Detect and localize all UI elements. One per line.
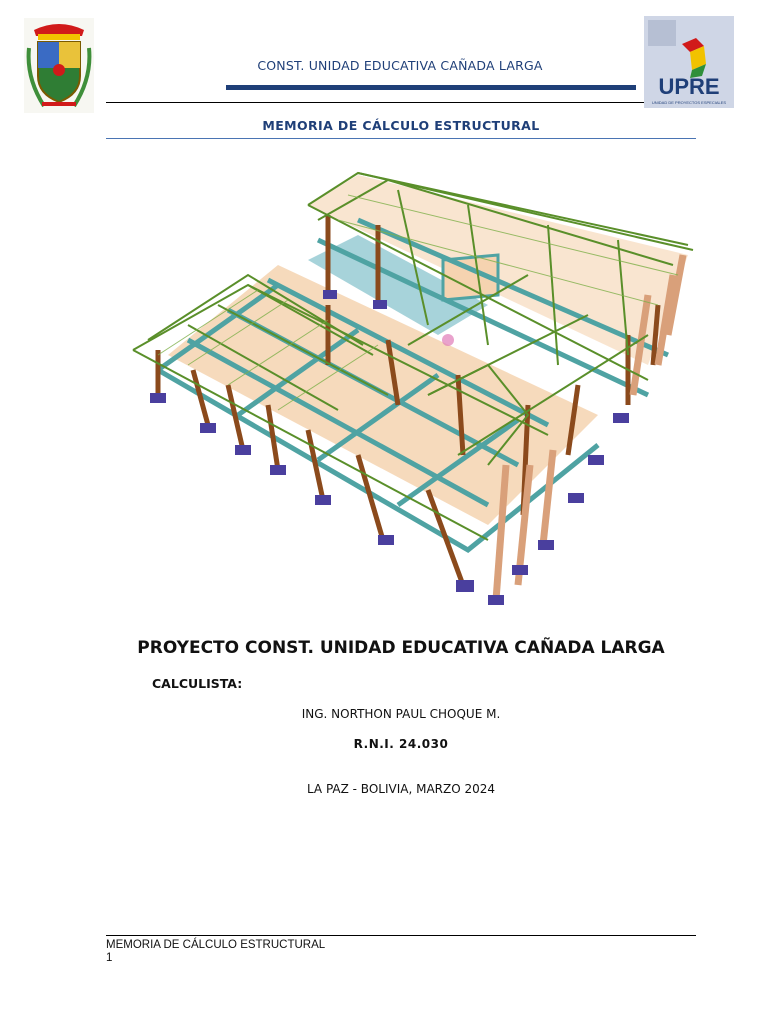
rni-number: R.N.I. 24.030 <box>353 737 449 751</box>
upre-logo-text: UPRE <box>658 74 720 99</box>
place-date: LA PAZ - BOLIVIA, MARZO 2024 <box>306 782 496 796</box>
3d-structural-model-figure <box>128 165 698 615</box>
header-accent-rule <box>226 85 636 90</box>
upre-logo-subtext: UNIDAD DE PROYECTOS ESPECIALES <box>651 100 727 105</box>
footer-rule <box>106 935 696 936</box>
header-title: CONST. UNIDAD EDUCATIVA CAÑADA LARGA <box>257 58 543 73</box>
document-subtitle: MEMORIA DE CÁLCULO ESTRUCTURAL <box>262 118 540 133</box>
subtitle-rule <box>106 138 696 139</box>
project-title: PROYECTO CONST. UNIDAD EDUCATIVA CAÑADA LARGA <box>137 638 665 658</box>
footer-document-name: MEMORIA DE CÁLCULO ESTRUCTURAL <box>106 939 326 951</box>
engineer-name: ING. NORTHON PAUL CHOQUE M. <box>301 707 501 721</box>
municipal-coat-of-arms-icon <box>24 18 94 113</box>
footer <box>106 939 325 965</box>
footer-page-number: 1 <box>106 952 113 964</box>
calculista-label: CALCULISTA: <box>152 676 243 691</box>
header-rule <box>106 102 696 103</box>
upre-logo-icon <box>644 16 734 108</box>
